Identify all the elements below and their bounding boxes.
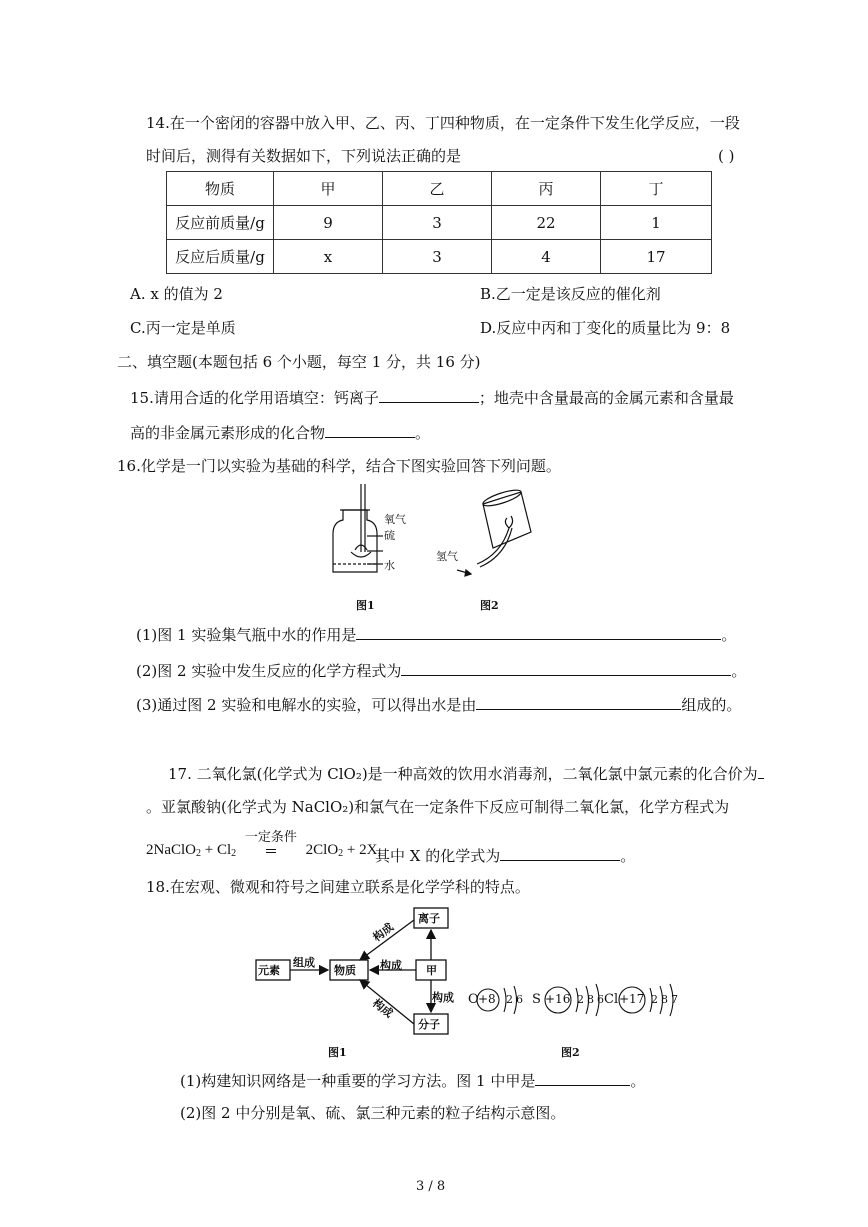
arrow-label-construct: 构成 (432, 991, 454, 1004)
table-cell: 3 (383, 240, 492, 274)
q14-option-b: B.乙一定是该反应的催化剂 (480, 285, 661, 303)
shell-electrons: 6 (597, 993, 604, 1006)
nucleus-charge: +8 (478, 992, 496, 1006)
atom-symbol-s: S (532, 992, 541, 1007)
q14-option-c: C.丙一定是单质 (130, 319, 236, 337)
arrow-label-construct: 构成 (370, 920, 396, 945)
shell-electrons: 6 (516, 993, 523, 1006)
q17-text: 17. 二氧化氯(化学式为 ClO₂)是一种高效的饮用水消毒剂，二氧化氯中氯元素的化合价为 (168, 765, 758, 783)
table-cell: 4 (492, 240, 601, 274)
fig2-caption: 图2 (480, 599, 499, 612)
box-substance: 物质 (334, 964, 356, 977)
q15-line2 (130, 422, 430, 443)
q17-line1 (168, 763, 764, 784)
page-number: 3 / 8 (416, 1179, 446, 1194)
q15-text: ；地壳中含量最高的金属元素和含量最 (478, 389, 734, 407)
table-cell: 乙 (383, 172, 492, 206)
table-cell: 丙 (492, 172, 601, 206)
answer-blank[interactable] (535, 1070, 630, 1086)
box-jia: 甲 (426, 964, 437, 977)
eq-condition-text: 一定条件 (244, 830, 297, 845)
atom-symbol-o: O (468, 992, 479, 1007)
q17-text: 其中 X 的化学式为 (375, 847, 501, 865)
q15-text: 高的非金属元素形成的化合物 (130, 424, 326, 442)
shell-electrons: 2 (577, 993, 584, 1006)
q16-text: (3)通过图 2 实验和电解水的实验，可以得出水是由 (136, 696, 477, 714)
q16-sub1 (136, 624, 736, 645)
q18-sub2: (2)图 2 中分别是氧、硫、氯三种元素的粒子结构示意图。 (180, 1104, 566, 1122)
table-header-row (167, 172, 712, 206)
q14-line1: 14.在一个密闭的容器中放入甲、乙、丙、丁四种物质，在一定条件下发生化学反应，一段 (146, 114, 740, 132)
q14-data-table (166, 171, 712, 274)
table-cell: 17 (601, 240, 712, 274)
nucleus-charge: +17 (619, 992, 645, 1006)
shell-electrons: 8 (587, 993, 594, 1006)
answer-blank[interactable] (401, 660, 731, 676)
table-cell: 甲 (274, 172, 383, 206)
eq-text: 2ClO (305, 842, 339, 858)
q16-text: 组成的。 (681, 696, 742, 714)
table-cell: 丁 (601, 172, 712, 206)
q17-line2: 。亚氯酸钠(化学式为 NaClO₂)和氯气在一定条件下反应可制得二氧化氯，化学方程式为 (146, 798, 730, 816)
q16-text: 。 (731, 662, 747, 680)
shell-electrons: 8 (661, 993, 668, 1006)
q14-option-a: A. x 的值为 2 (130, 285, 223, 303)
q18-text: 。 (630, 1072, 646, 1090)
equals-sign-icon (266, 849, 276, 853)
section-2-heading: 二、填空题(本题包括 6 个小题，每空 1 分，共 16 分) (117, 353, 481, 371)
fig1-caption: 图1 (356, 599, 375, 612)
table-cell: 9 (274, 206, 383, 240)
box-ion: 离子 (418, 912, 440, 925)
q15-line1 (130, 387, 734, 408)
table-cell: 反应前质量/g (167, 206, 274, 240)
table-cell: x (274, 240, 383, 274)
q17-text: 。 (620, 847, 636, 865)
q16-figures (325, 482, 555, 612)
fig2-label-hydrogen: 氢气 (436, 550, 458, 563)
q16-text: (1)图 1 实验集气瓶中水的作用是 (136, 626, 357, 644)
table-row (167, 240, 712, 274)
q15-text: 。 (415, 424, 431, 442)
q18-stem: 18.在宏观、微观和符号之间建立联系是化学学科的特点。 (146, 878, 530, 896)
box-molecule: 分子 (418, 1018, 440, 1031)
q17-line3 (375, 845, 635, 866)
q15-text: 15.请用合适的化学用语填空：钙离子 (130, 389, 379, 407)
q18-text: (1)构建知识网络是一种重要的学习方法。图 1 中甲是 (180, 1072, 536, 1090)
answer-blank[interactable] (356, 624, 721, 640)
table-row (167, 206, 712, 240)
answer-blank[interactable] (476, 694, 681, 710)
q16-sub2 (136, 660, 746, 681)
eq-sub: 2 (338, 848, 344, 859)
answer-blank[interactable] (325, 422, 415, 438)
q18-fig2-caption: 图2 (561, 1046, 580, 1059)
q16-text: 。 (721, 626, 737, 644)
answer-blank[interactable] (379, 387, 479, 403)
eq-sub: 2 (231, 848, 237, 859)
table-cell: 反应后质量/g (167, 240, 274, 274)
table-cell: 1 (601, 206, 712, 240)
q16-text: (2)图 2 实验中发生反应的化学方程式为 (136, 662, 402, 680)
q17-equation (146, 830, 382, 864)
q14-option-d: D.反应中丙和丁变化的质量比为 9：8 (480, 319, 731, 337)
eq-text: 2NaClO (146, 842, 196, 858)
eq-condition (240, 830, 302, 860)
table-cell: 物质 (167, 172, 274, 206)
eq-sub: 2 (196, 848, 201, 859)
q16-stem: 16.化学是一门以实验为基础的科学，结合下图实验回答下列问题。 (117, 457, 561, 475)
fig1-label-sulfur: 硫 (384, 529, 395, 542)
q14-line2: 时间后，测得有关数据如下，下列说法正确的是 (146, 147, 462, 165)
gas-bottle-figure (333, 484, 383, 572)
beaker-hydrogen-figure (457, 487, 531, 576)
table-cell: 22 (492, 206, 601, 240)
arrow-label-construct: 构成 (370, 996, 396, 1021)
q16-sub3 (136, 694, 741, 715)
answer-blank[interactable] (500, 845, 620, 861)
shell-electrons: 2 (651, 993, 658, 1006)
atom-symbol-cl: Cl (604, 992, 619, 1007)
shell-electrons: 2 (506, 993, 513, 1006)
fig1-label-water: 水 (384, 559, 395, 572)
q18-fig1-caption: 图1 (328, 1046, 347, 1059)
arrow-label-compose: 组成 (293, 956, 315, 969)
shell-electrons: 7 (671, 993, 678, 1006)
answer-blank[interactable] (758, 763, 764, 779)
arrow-label-construct: 构成 (380, 959, 402, 972)
eq-text: + Cl (201, 842, 232, 858)
q18-sub1 (180, 1070, 645, 1091)
q14-bracket: ( ) (718, 147, 735, 165)
fig1-label-oxygen: 氧气 (384, 513, 406, 526)
box-element: 元素 (258, 964, 280, 977)
eq-text: + 2X, (343, 842, 382, 858)
nucleus-charge: +16 (545, 992, 571, 1006)
table-cell: 3 (383, 206, 492, 240)
